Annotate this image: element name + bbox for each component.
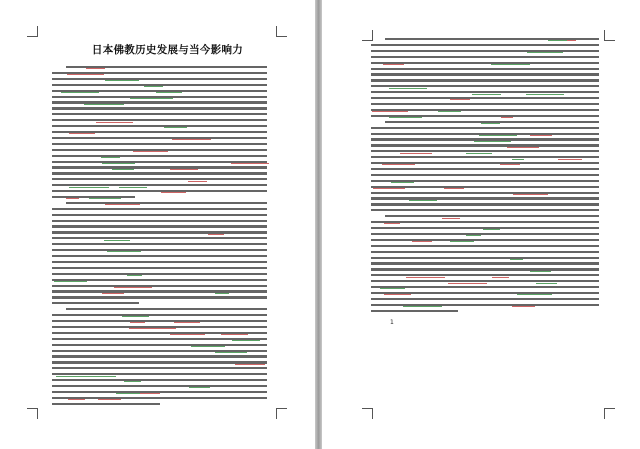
- grammar-underline: [105, 80, 139, 81]
- text-line: [371, 280, 599, 282]
- text-line: [52, 326, 267, 328]
- spelling-underline: [221, 334, 248, 335]
- page-number: 1: [390, 319, 394, 326]
- text-line: [371, 150, 599, 152]
- grammar-underline: [127, 275, 142, 276]
- spelling-underline: [235, 364, 265, 365]
- crop-mark-top-left: [27, 26, 38, 37]
- grammar-underline: [438, 111, 461, 112]
- grammar-underline: [89, 198, 121, 199]
- grammar-underline: [517, 294, 552, 295]
- text-line: [52, 214, 267, 216]
- grammar-underline: [403, 306, 442, 307]
- left-page-body-text: [52, 66, 267, 409]
- text-line: [66, 202, 267, 204]
- page-gutter: [315, 0, 322, 449]
- grammar-underline: [54, 281, 87, 282]
- spelling-underline: [102, 293, 124, 294]
- grammar-underline: [189, 387, 210, 388]
- grammar-underline: [215, 352, 247, 353]
- crop-mark-bottom-left: [27, 408, 38, 419]
- spelling-underline: [406, 277, 445, 278]
- text-line: [52, 302, 139, 304]
- spelling-underline: [558, 159, 582, 160]
- spelling-underline: [450, 99, 470, 100]
- text-line: [52, 361, 267, 363]
- spelling-underline: [513, 194, 548, 195]
- text-line: [371, 180, 599, 182]
- grammar-underline: [102, 163, 135, 164]
- text-line: [371, 251, 599, 253]
- text-line: [52, 107, 267, 109]
- grammar-underline: [409, 200, 437, 201]
- grammar-underline: [124, 381, 141, 382]
- text-line: [371, 209, 599, 211]
- spelling-underline: [188, 181, 207, 182]
- text-line: [52, 391, 267, 393]
- grammar-underline: [474, 141, 511, 142]
- text-line: [371, 286, 599, 288]
- text-line: [371, 73, 599, 75]
- spelling-underline: [170, 169, 198, 170]
- grammar-underline: [481, 123, 500, 124]
- right-page-body-text: [371, 38, 599, 316]
- text-line: [52, 255, 267, 257]
- text-line: [52, 373, 267, 375]
- text-line: [371, 174, 599, 176]
- spelling-underline: [445, 218, 460, 219]
- text-line: [371, 292, 599, 294]
- text-line: [52, 320, 267, 322]
- text-line: [52, 113, 267, 115]
- spelling-underline: [530, 135, 552, 136]
- text-line: [52, 161, 267, 163]
- text-line: [385, 121, 599, 123]
- spelling-underline: [507, 147, 539, 148]
- text-line: [52, 350, 267, 352]
- text-line: [52, 338, 267, 340]
- text-line: [52, 355, 267, 357]
- grammar-underline: [526, 94, 564, 95]
- text-line: [52, 385, 267, 387]
- text-line: [371, 168, 599, 170]
- text-line: [52, 96, 267, 98]
- spelling-underline: [400, 153, 432, 154]
- page-right: [322, 0, 640, 449]
- text-line: [52, 90, 267, 92]
- grammar-underline: [548, 40, 567, 41]
- text-line: [371, 310, 458, 312]
- grammar-underline: [215, 293, 229, 294]
- crop-mark-top-right: [276, 26, 287, 37]
- spelling-underline: [373, 188, 405, 189]
- spelling-underline: [129, 328, 155, 329]
- spelling-underline: [500, 164, 520, 165]
- text-line: [371, 197, 599, 199]
- grammar-underline: [510, 259, 523, 260]
- grammar-underline: [116, 393, 140, 394]
- page-left: [0, 0, 315, 449]
- grammar-underline: [389, 117, 422, 118]
- text-line: [371, 262, 599, 264]
- crop-mark-bottom-left: [362, 408, 373, 419]
- spelling-underline: [383, 64, 404, 65]
- text-line: [52, 225, 267, 227]
- text-line: [52, 166, 267, 168]
- text-line: [371, 50, 599, 52]
- text-line: [66, 66, 267, 68]
- grammar-underline: [112, 169, 134, 170]
- text-line: [52, 125, 267, 127]
- text-line: [371, 97, 599, 99]
- spelling-underline: [492, 277, 509, 278]
- text-line: [371, 257, 599, 259]
- grammar-underline: [466, 235, 481, 236]
- grammar-underline: [232, 340, 260, 341]
- grammar-underline: [56, 376, 95, 377]
- text-line: [385, 38, 599, 40]
- grammar-underline: [104, 240, 130, 241]
- text-line: [52, 290, 267, 292]
- text-line: [52, 155, 267, 157]
- text-line: [371, 227, 599, 229]
- text-line: [385, 215, 599, 217]
- text-line: [371, 268, 599, 270]
- text-line: [52, 332, 267, 334]
- grammar-underline: [483, 229, 500, 230]
- grammar-underline: [512, 159, 524, 160]
- grammar-underline: [144, 86, 163, 87]
- spelling-underline: [172, 139, 211, 140]
- text-line: [52, 131, 267, 133]
- text-line: [52, 273, 267, 275]
- text-line: [52, 196, 135, 198]
- text-line: [371, 192, 599, 194]
- text-line: [371, 115, 599, 117]
- text-line: [371, 62, 599, 64]
- text-line: [52, 184, 267, 186]
- spelling-underline: [208, 234, 224, 235]
- text-line: [52, 285, 267, 287]
- spelling-underline: [114, 287, 152, 288]
- grammar-underline: [69, 187, 109, 188]
- text-line: [371, 186, 599, 188]
- text-line: [52, 296, 267, 298]
- crop-mark-bottom-right: [276, 408, 287, 419]
- text-line: [52, 172, 267, 174]
- grammar-underline: [122, 316, 149, 317]
- grammar-underline: [101, 157, 120, 158]
- grammar-underline: [164, 127, 187, 128]
- text-line: [52, 78, 267, 80]
- text-line: [52, 237, 267, 239]
- grammar-underline: [536, 283, 557, 284]
- text-line: [52, 249, 267, 251]
- text-line: [66, 308, 267, 310]
- spelling-underline: [105, 204, 140, 205]
- grammar-underline: [130, 98, 157, 99]
- text-line: [52, 137, 267, 139]
- text-line: [371, 44, 599, 46]
- text-line: [52, 403, 160, 405]
- text-line: [371, 56, 599, 58]
- text-line: [371, 233, 599, 235]
- spelling-underline: [448, 283, 487, 284]
- text-line: [52, 208, 267, 210]
- grammar-underline: [191, 346, 225, 347]
- text-line: [371, 203, 599, 205]
- grammar-underline: [119, 187, 147, 188]
- grammar-underline: [380, 288, 405, 289]
- text-line: [52, 119, 267, 121]
- text-line: [371, 68, 599, 70]
- text-line: [52, 314, 267, 316]
- text-line: [52, 220, 267, 222]
- spelling-underline: [98, 399, 121, 400]
- text-line: [52, 143, 267, 145]
- spelling-underline: [412, 241, 432, 242]
- text-line: [371, 245, 599, 247]
- spelling-underline: [130, 322, 145, 323]
- spelling-underline: [69, 133, 82, 134]
- text-line: [52, 367, 267, 369]
- text-line: [52, 231, 267, 233]
- text-line: [52, 261, 267, 263]
- spelling-underline: [66, 198, 79, 199]
- text-line: [52, 149, 267, 151]
- spelling-underline: [86, 68, 105, 69]
- text-line: [371, 133, 599, 135]
- grammar-underline: [527, 52, 563, 53]
- text-line: [371, 274, 599, 276]
- text-line: [52, 72, 267, 74]
- text-line: [371, 127, 599, 129]
- text-line: [371, 304, 599, 306]
- text-line: [371, 162, 599, 164]
- text-line: [52, 190, 267, 192]
- text-line: [371, 138, 599, 140]
- text-line: [371, 91, 599, 93]
- grammar-underline: [156, 92, 182, 93]
- text-line: [371, 239, 599, 241]
- grammar-underline: [479, 135, 517, 136]
- grammar-underline: [391, 182, 414, 183]
- grammar-underline: [107, 251, 141, 252]
- spelling-underline: [170, 334, 205, 335]
- spelling-underline: [96, 122, 133, 123]
- text-line: [52, 397, 267, 399]
- document-title: 日本佛教历史发展与当今影响力: [91, 44, 244, 56]
- grammar-underline: [530, 271, 551, 272]
- spelling-underline: [384, 223, 400, 224]
- grammar-underline: [466, 153, 492, 154]
- text-line: [52, 279, 267, 281]
- spelling-underline: [68, 399, 85, 400]
- text-line: [371, 156, 599, 158]
- text-line: [52, 101, 267, 103]
- text-line: [371, 298, 599, 300]
- text-line: [52, 84, 267, 86]
- text-line: [371, 103, 599, 105]
- text-line: [52, 243, 267, 245]
- grammar-underline: [472, 94, 501, 95]
- text-line: [371, 85, 599, 87]
- spelling-underline: [382, 164, 415, 165]
- grammar-underline: [491, 64, 530, 65]
- text-line: [52, 178, 267, 180]
- spelling-underline: [444, 188, 464, 189]
- crop-mark-top-right: [604, 30, 615, 41]
- spelling-underline: [384, 294, 411, 295]
- text-line: [52, 344, 267, 346]
- text-line: [52, 267, 267, 269]
- spelling-underline: [372, 111, 408, 112]
- spelling-underline: [174, 322, 200, 323]
- spelling-underline: [161, 192, 186, 193]
- grammar-underline: [61, 92, 99, 93]
- spelling-underline: [501, 117, 513, 118]
- text-line: [371, 144, 599, 146]
- crop-mark-bottom-right: [604, 408, 615, 419]
- grammar-underline: [389, 88, 427, 89]
- spelling-underline: [133, 151, 168, 152]
- spelling-underline: [231, 163, 269, 164]
- text-line: [52, 379, 267, 381]
- spelling-underline: [512, 306, 535, 307]
- grammar-underline: [95, 104, 122, 105]
- spelling-underline: [67, 74, 104, 75]
- text-line: [371, 221, 599, 223]
- text-line: [371, 79, 599, 81]
- grammar-underline: [450, 241, 474, 242]
- text-line: [371, 109, 599, 111]
